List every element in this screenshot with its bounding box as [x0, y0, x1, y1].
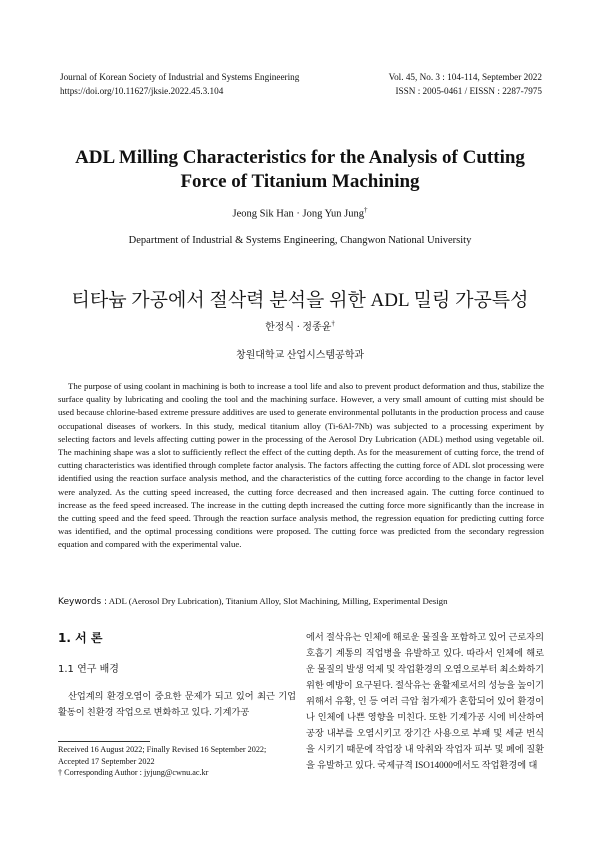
title-en-line2: Force of Titanium Machining	[180, 171, 420, 192]
keywords	[58, 596, 548, 607]
corresponding-author	[58, 767, 298, 779]
paper-title-en	[40, 146, 560, 194]
affiliation-ko: 창원대학교 산업시스템공학과	[235, 350, 365, 361]
journal-header-left	[60, 70, 299, 98]
journal-name: Journal of Korean Society of Industrial and Systems Engineering	[60, 72, 300, 82]
title-en-line1: ADL Milling Characteristics for the Analysis of Cutting	[75, 147, 525, 168]
corresponding-email: Corresponding Author : jyjung@cwnu.ac.kr	[64, 768, 209, 777]
section-heading: 1. 서 론	[58, 631, 103, 645]
received-dates: Received 16 August 2022; Finally Revised 16 September 2022; Accepted 17 September 2022	[58, 745, 267, 766]
keywords-label: Keywords :	[58, 597, 108, 607]
footnote	[58, 744, 298, 779]
subsection-heading: 1.1 연구 배경	[58, 664, 119, 675]
keywords-text: ADL (Aerosol Dry Lubrication), Titanium Alloy, Slot Machining, Milling, Experimental Design	[108, 596, 448, 606]
corresponding-mark-ko: †	[331, 319, 335, 328]
authors-en-names: Jeong Sik Han · Jong Yun Jung	[232, 208, 364, 220]
paper-title-ko: 티타늄 가공에서 절삭력 분석을 위한 ADL 밀링 가공특성	[71, 290, 529, 311]
volume-info: Vol. 45, No. 3 : 104-114, September 2022	[388, 72, 542, 82]
journal-header-right	[389, 70, 542, 98]
authors-en	[0, 206, 600, 220]
abstract: The purpose of using coolant in machining is both to increase a tool life and also to prevent product deformation and thus, stabilize the surface quality by lubricating and cooling the tool and the machining surface. However, a very small amount of cutting mist should be used because chlorine-based extreme pressure additives are used to generate environmental pollutants in the production process and cause occupational diseases of workers. In this study, medical titanium alloy (Ti-6Al-7Nb) was subjected to a processing experiment by selecting factors and levels affecting cutting power in the processing of the Aerosol Dry Lubrication (ADL) method using vegetable oil. The machining shape was a slot to sufficiently reflect the effect of the cutting depth. As for the measurement of cutting force, the trend of cutting characteristics was identified through complete factor analysis. The factors affecting the cutting force of ADL slot processing were identified using the reaction surface analysis method, and the characteristics of the cutting force according to the change in factor level were analyzed. As the cutting speed increased, the cutting force decreased and then increased again. The cutting force continued to increase as the feed speed increased. The increase in the cutting depth increased the cutting force more significantly than the increase in the cutting speed and the feed speed. Through the reaction surface analysis method, the regression equation for predicting cutting force was identified, and the optimal processing conditions were proposed. The cutting force was predicted from the secondary regression equation and compared with the experimental value.	[58, 381, 544, 550]
body-paragraph-left: 산업계의 환경오염이 중요한 문제가 되고 있어 최근 기업 활동이 친환경 작업으로 변화하고 있다. 기계가공	[58, 691, 296, 717]
authors-ko-names: 한정식 · 정종윤	[265, 322, 332, 333]
doi-link[interactable]: https://doi.org/10.11627/jksie.2022.45.3.104	[60, 86, 224, 96]
affiliation-en: Department of Industrial & Systems Engineering, Changwon National University	[128, 235, 472, 246]
corresponding-dagger: †	[58, 768, 63, 777]
corresponding-mark: †	[363, 206, 368, 214]
footnote-divider	[58, 741, 150, 742]
issn-info: ISSN : 2005-0461 / EISSN : 2287-7975	[395, 86, 542, 96]
body-paragraph-right: 에서 절삭유는 인체에 해로운 물질을 포함하고 있어 근로자의 호흡기 계통의 직업병을 유발하고 있다. 따라서 인체에 해로운 물질의 발생 억제 및 작업환경의 오염으로부터 최소화하기 위한 예방이 요구된다. 절삭유는 윤활제로서의 성능을 높이기 위해서 유황, 인 등 여러 극압 첨가제가 혼합되어 있어 환경이나 인체에 나쁜 영향을 미친다. 또한 기계가공 시에 비산하여 공장 내부를 오염시키고 장기간 사용으로 부패 및 세균 번식을 시키기 때문에 작업장 내 악취와 작업자 피부 및 폐에 질환을 유발하고 있다. 국제규격 ISO14000에서도 작업환경에 대	[306, 632, 544, 770]
authors-ko	[0, 318, 600, 333]
